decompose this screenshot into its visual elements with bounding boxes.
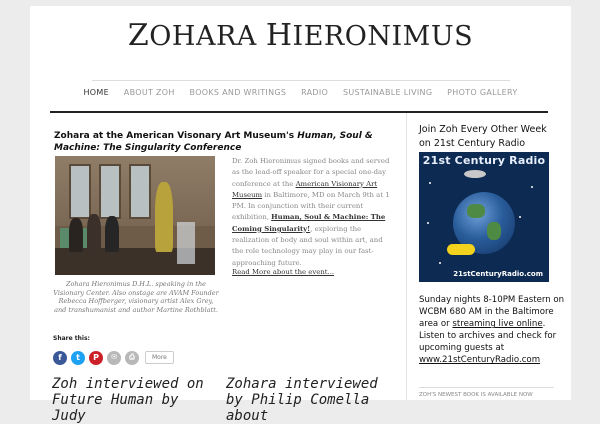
star-icon: [519, 216, 521, 218]
nav-divider-bottom: [50, 111, 548, 113]
event-photo[interactable]: [55, 156, 215, 275]
site-title-part-2: IERONIMUS: [292, 21, 474, 52]
photo-person: [69, 218, 83, 252]
nav-item-about[interactable]: ABOUT ZOH: [123, 88, 175, 97]
share-buttons: [53, 350, 174, 365]
twitter-share-button[interactable]: [71, 351, 85, 365]
post-title-text: Zohara at the American Visonary Art Museum's: [54, 131, 298, 141]
nav-item-sustainable[interactable]: SUSTAINABLE LIVING: [342, 88, 433, 97]
star-icon: [427, 222, 429, 224]
star-icon: [439, 262, 441, 264]
sidebar-text-part: Sunday nights 8-10PM Eastern on WCBM 680 AM in the Baltimore area or: [419, 295, 565, 330]
site-title-part: OHARA: [149, 21, 266, 52]
email-share-button[interactable]: [107, 351, 121, 365]
ufo-icon: [464, 170, 486, 178]
excerpt-text: in Baltimore, MD on March 9th at 1 PM. In conjunction with their current exhibition,: [232, 190, 390, 222]
nav-item-books[interactable]: BOOKS AND WRITINGS: [189, 88, 287, 97]
site-title[interactable]: [30, 18, 571, 53]
photo-podium: [177, 222, 195, 264]
email-icon: ✉: [111, 353, 117, 361]
avam-link[interactable]: American Visionary Art Museum: [232, 179, 378, 199]
submarine-icon: [447, 244, 475, 255]
excerpt-text: Dr. Zoh Hieronimus signed books and served as the lead-off speaker for a special one-day conference at the: [232, 157, 390, 188]
land-shape: [467, 204, 485, 218]
teaser-post-title[interactable]: Zoh interviewed on Future Human by Judy: [52, 376, 204, 424]
facebook-share-button[interactable]: [53, 351, 67, 365]
more-share-button[interactable]: [145, 351, 174, 364]
nav-item-radio[interactable]: RADIO: [301, 88, 329, 97]
page-container: [30, 6, 571, 424]
photo-person: [105, 216, 119, 252]
sidebar-divider: [406, 113, 407, 400]
sidebar-title: Join Zoh Every Other Week on 21st Century Radio: [419, 124, 547, 149]
print-button[interactable]: [125, 351, 139, 365]
post-title[interactable]: [54, 130, 390, 154]
share-label: Share this:: [53, 335, 90, 342]
nav-item-gallery[interactable]: PHOTO GALLERY: [447, 88, 518, 97]
site-title-initial: Z: [127, 18, 150, 53]
photo-person: [87, 214, 101, 252]
photo-window: [129, 164, 151, 219]
newest-book-heading: ZOH'S NEWEST BOOK IS AVAILABLE NOW: [419, 392, 533, 398]
site-title-initial-2: H: [265, 18, 293, 53]
exhibition-link[interactable]: Human, Soul & Machine: The Coming Singularity!: [232, 213, 386, 233]
streaming-link[interactable]: streaming live online: [452, 319, 543, 330]
photo-window: [69, 164, 91, 219]
land-shape: [487, 222, 501, 240]
post-title-italic: Human, Soul & Machine: The Singularity Conference: [54, 131, 373, 153]
twitter-icon: t: [76, 352, 80, 362]
photo-speaker: [155, 182, 173, 252]
teaser-post-title[interactable]: Zohara interviewed by Philip Comella about: [226, 376, 378, 424]
photo-caption: Zohara Hieronimus D.H.L. speaking in the Visionary Center. Also onstage are AVAM Founder Rebecca Hoffberger, visionary artist Alex Grey, and transhumanist and author Martine Rothblatt.: [53, 280, 219, 314]
sidebar-text: [419, 294, 569, 367]
read-more-link[interactable]: Read More about the event...: [232, 268, 335, 276]
radio-banner-title: 21st Century Radio: [422, 154, 546, 167]
sidebar-divider-2: [419, 387, 554, 388]
radio-banner-url: 21stCenturyRadio.com: [453, 270, 543, 278]
photo-window: [99, 164, 121, 219]
star-icon: [429, 182, 431, 184]
nav-divider-top: [92, 80, 510, 81]
sidebar-text-part: . Listen to archives and check for upcoming guests at: [419, 319, 557, 354]
star-icon: [531, 186, 533, 188]
more-label: More: [152, 354, 167, 361]
main-nav: [30, 88, 571, 97]
post-excerpt: [232, 156, 392, 269]
nav-item-home[interactable]: HOME: [83, 88, 109, 97]
pinterest-icon: P: [93, 352, 99, 362]
radio-banner-image[interactable]: [419, 152, 549, 282]
pinterest-share-button[interactable]: [89, 351, 103, 365]
radio-website-link[interactable]: www.21stCenturyRadio.com: [419, 355, 541, 366]
facebook-icon: f: [58, 352, 62, 362]
print-icon: ⎙: [129, 353, 135, 361]
excerpt-text: , exploring the realization of body and soul within art, and the role technology may play in our fast-approaching future.: [232, 224, 383, 267]
